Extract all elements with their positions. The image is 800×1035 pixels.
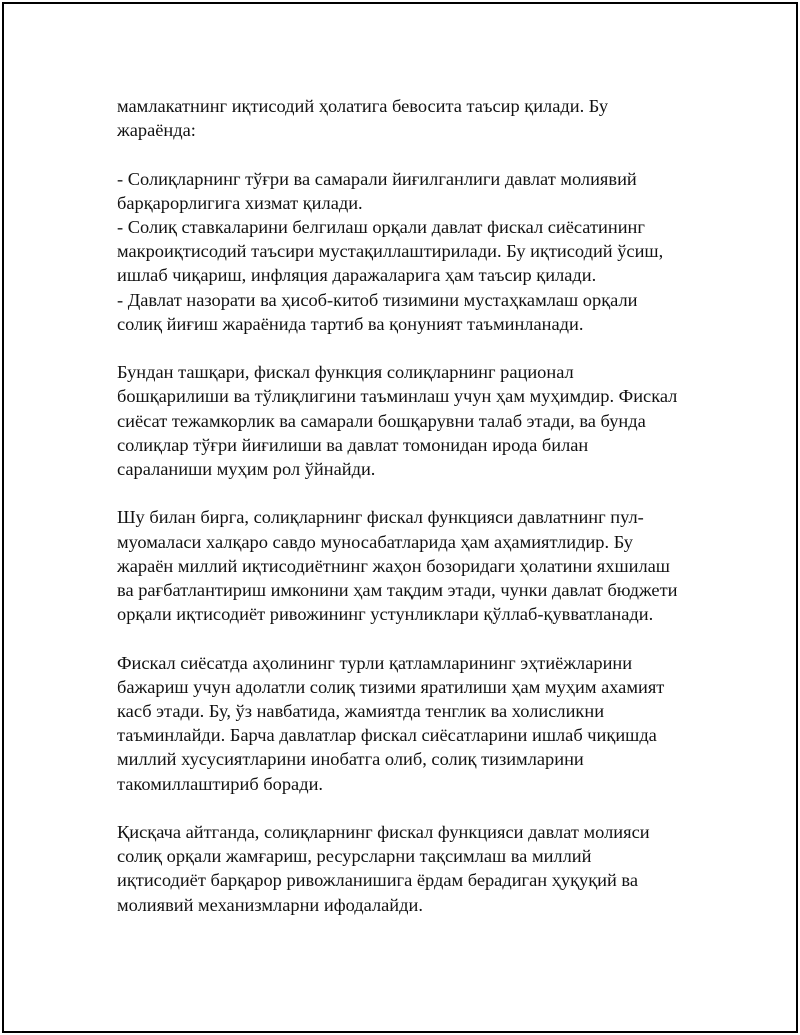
text-line: бажариш учун адолатли солиқ тизими яратилиши ҳам муҳим ахамият xyxy=(117,676,665,697)
text-line: муомаласи халқаро савдо муносабатларида ҳам аҳамиятлидир. Бу xyxy=(117,531,633,552)
text-line: касб этади. Бу, ўз навбатида, жамиятда тенглик ва холисликни xyxy=(117,701,605,722)
text-line: - Давлат назорати ва ҳисоб-китоб тизимини мустаҳкамлаш орқали xyxy=(117,289,638,310)
text-line: миллий хусусиятларини инобатга олиб, солиқ тизимларини xyxy=(117,749,584,770)
paragraph xyxy=(117,820,697,917)
document-body xyxy=(117,94,697,941)
text-line: таъминлайди. Барча давлатлар фискал сиёсатларини ишлаб чиқишда xyxy=(117,725,657,746)
paragraph xyxy=(117,505,697,626)
text-line: солиқлар тўғри йиғилиши ва давлат томонидан ирода билан xyxy=(117,434,589,455)
text-line: бошқарилиши ва тўлиқлигини таъминлаш учун ҳам муҳимдир. Фискал xyxy=(117,386,678,407)
text-line: Шу билан бирга, солиқларнинг фискал функцияси давлатнинг пул- xyxy=(117,507,644,528)
paragraph xyxy=(117,360,697,481)
text-line: макроиқтисодий таъсири мустақиллаштирилади. Бу иқтисодий ўсиш, xyxy=(117,241,664,262)
text-line: жараёнда: xyxy=(117,120,196,141)
paragraph xyxy=(117,651,697,796)
text-line: ишлаб чиқариш, инфляция даражаларига ҳам таъсир қилади. xyxy=(117,265,597,286)
paragraph xyxy=(117,94,697,142)
text-line: иқтисодиёт барқарор ривожланишига ёрдам берадиган ҳуқуқий ва xyxy=(117,870,639,891)
text-line: мамлакатнинг иқтисодий ҳолатига бевосита таъсир қилади. Бу xyxy=(117,96,609,116)
text-line: Бундан ташқари, фискал функция солиқларнинг рационал xyxy=(117,362,574,383)
text-line: солиқ йиғиш жараёнида тартиб ва қонуният таъминланади. xyxy=(117,313,584,334)
text-line: Қисқача айтганда, солиқларнинг фискал функцияси давлат молияси xyxy=(117,822,650,843)
text-line: барқарорлигига хизмат қилади. xyxy=(117,192,363,213)
text-line: орқали иқтисодиёт ривожининг устунликлари қўллаб-қувватланади. xyxy=(117,604,654,625)
text-line: сиёсат тежамкорлик ва самарали бошқарувни талаб этади, ва бунда xyxy=(117,410,646,431)
text-line: Фискал сиёсатда аҳолининг турли қатламларининг эҳтиёжларини xyxy=(117,652,633,673)
text-line: солиқ орқали жамғариш, ресурсларни тақсимлаш ва миллий xyxy=(117,846,592,867)
text-line: такомиллаштириб боради. xyxy=(117,773,324,794)
text-line: ва рағбатлантириш имконини ҳам тақдим этади, чунки давлат бюджети xyxy=(117,580,678,601)
paragraph xyxy=(117,167,697,336)
text-line: - Солиқ ставкаларини белгилаш орқали давлат фискал сиёсатининг xyxy=(117,217,645,237)
text-line: молиявий механизмларни ифодалайди. xyxy=(117,894,423,915)
text-line: сараланиши муҳим рол ўйнайди. xyxy=(117,459,376,480)
text-line: - Солиқларнинг тўғри ва самарали йиғилганлиги давлат молиявий xyxy=(117,168,637,189)
text-line: жараён миллий иқтисодиётнинг жаҳон бозоридаги ҳолатини яхшилаш xyxy=(117,555,670,576)
